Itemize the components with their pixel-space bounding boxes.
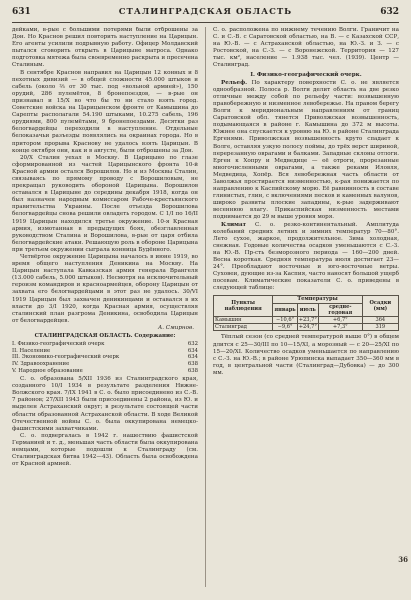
margin-mark: 36 (398, 555, 408, 564)
paragraph: С. о. подвергалась в 1942 г. нашествию фашистской Германией и т. д., меньшая часть области была оккупирована немцами, которые подошли к Сталинграду (см. Сталинградская битва 1942—43). Область была освобождена от Красной армией. (12, 432, 198, 468)
table-cell: 319 (362, 324, 398, 331)
table-row (214, 317, 399, 324)
toc-page: 634 (187, 354, 198, 361)
table-header-row (214, 296, 399, 303)
paragraph-text: С. о. резко-континентальный. Амплитуда колебаний средних летних и зимних температур 70—80°. Лето сухое, жаркое, продолжительное. Зима холодная, снежная. Годовые количества осадков уменьшаются с С.-З. на Ю.-В. Пр-сть безморозного периода — 160—200 дней. Весна короткая. Средняя температура июля достигает 23—24°. Преобладают восточные и юго-восточные ветры. Суховеи, дующие из-за Каспия, часто наносят большой ущерб посевам. Климатические показатели С. о. приведены в следующей таблице: (213, 221, 399, 292)
lead-term: Климат (221, 221, 247, 228)
toc-label: V. Народное образование (12, 367, 83, 374)
table-cell: Камышин (214, 317, 273, 324)
table-cell: +7,3° (318, 324, 362, 331)
toc-page: 632 (187, 341, 198, 348)
paragraph: 20/Х Сталин уехал в Москву. В Царицыно по глазе сформированной из частей Царицынского фронта 10-й Красной армии остался Ворошилов. Но и из Москвы Сталин, связываясь по прямому проводу с Ворошиловым, не прекращал руководить обороной Царицына. Ворошилов оставался в Царицыне до середины декабря 1918, когда он был назначен народным комиссаром Рабоче-крестьянского правительства Украины. После отъезда Ворошилова белогвардейцы снова решили овладеть городом. С 1/I по 16/II 1919 Царицын находился третье окружение. 10-я Красная армия, измотанная в предыдущих боях, обезглавленная руководством Сталина и Ворошилова, в-рые от царя отбила белогвардейские атаки. Решающую роль в обороне Царицына при третьем окружении сыграла конница Будённого. (12, 154, 198, 253)
toc-page: 638 (187, 367, 198, 374)
table-cell: +24,7° (298, 324, 317, 331)
paragraph: В сентябре Краснов направил на Царицын 12 конных и 8 пехотных дивизий — в общей сложности 45.000 штыков и сабель (около ⅔ от 30 тыс. под «вольной армией»), 150 орудий, 286 пулемётов, 8 бронепоездов, — в-рые он признавал и 15/Х во что бы то ни стало взять город. Советские войска на Царицынском фронте от Камышина до Сарепты располагали 54.190 штыками, 10.275 сабель, 196 орудиями, 800 пулемётами, 9 бронепоездами. Десятки раз белогвардейцы переходили в наступление. Отдельные белоказачьи разъезды появлялись на окраинах города. Но в притором прорыва Краснову не удалось взять Царицын. В конце октября они, как и в августе, были отброшены за Дон. (12, 69, 198, 154)
table-of-contents (12, 341, 198, 374)
right-column (213, 27, 399, 589)
table-cell: +23,7° (298, 317, 317, 324)
section-title: СТАЛИНГРАДСКАЯ ОБЛАСТЬ. Содержание: (34, 333, 176, 340)
column-divider (205, 27, 206, 587)
table-header: июль (297, 303, 318, 316)
table-header: Пункты наблюдения (214, 296, 273, 317)
table-cell: +6,7° (318, 317, 362, 324)
author-signature: А. Смирнов. (158, 324, 194, 331)
table-header: Температуры (273, 296, 362, 303)
toc-page: 634 (187, 347, 198, 354)
paragraph: Тёплый сезон (со средней температурой выше 0°) в общем длится с 25—30/III по 10—15/XI, а морозный — с 20—25/XI по 15—20/XI. Количество осадков уменьшается по направлению с С.-З. на Ю.-В.; в районе Урюпинска выпадает 350—360 мм в год, в центральной части (Сталинград—Дубовка) — до 300 мм. (213, 334, 399, 376)
toc-item (12, 354, 198, 361)
table-header: средне-годовая (318, 303, 362, 316)
table-row (214, 324, 399, 331)
toc-item (12, 361, 198, 368)
paragraph: С. о. образована 5/XII 1936 из Сталинградского края, созданного 10/I 1934 в результате разделения Нижне-Волжского края. 7/IX 1941 в С. о. было присоединено из С.-В. 7 районов; 27/XII 1943 были присоединены 2 района, из Ю. и выделен Астраханский округ; в результате состоящей части области образованной Астраханской области. В ходе Великой Отечественной войны С. о. была оккупирована немецко-фашистскими захватчиками. (12, 376, 198, 432)
climate-table (213, 295, 399, 331)
toc-label: IV. Здравоохранение (12, 360, 70, 367)
running-title: СТАЛИНГРАДСКАЯ ОБЛАСТЬ (118, 7, 293, 17)
paragraph: дейками, в-рые с большими потерями были отброшены за Дон. Но Краснов решил повторить наступление на Царицын. Его агенты усилили подрывную работу. Офицер Молдавский пытался сговорить открыть в Царицыне матроса. Однако подготовка мятежа была своевременно раскрыта и пресечена Сталиным. (12, 27, 198, 69)
section-heading: I. Физико-географический очерк. (250, 71, 362, 78)
lead-term: Рельеф. (221, 79, 248, 86)
page-number-left: 631 (12, 7, 31, 17)
table-cell: Сталинград (214, 324, 273, 331)
table-header: январь (273, 303, 297, 316)
page-number-right: 632 (380, 7, 399, 17)
toc-item (12, 368, 198, 375)
toc-item (12, 341, 198, 348)
paragraph: С. о. расположена по нижнему течению Волги. Граничит на С. и С.-В. с Саратовской областью, на В. — с Казахской ССР, на Ю.-В. — с Астраханской областью, на Ю.-З. и З. — с Ростовской, на С.-З. — с Воронежской. Территория — 127 тыс. км², население — 1.938 тыс. чел. (1939). Центр — Сталинград. (213, 27, 399, 69)
paragraph (213, 222, 399, 293)
paragraph (213, 80, 399, 222)
table-cell: −9,6° (273, 324, 297, 331)
paragraph: Четвёртое окружение Царицына началось в июне 1919, во время общего наступления Деникина на Москву. На Царицын наступала Кавказская армия генерала Врангеля (13.000 сабель, 5.000 штыков). Несмотря на исключительный героизм командиров и красноармейцев, оборону Царицын от захвата его белогвардейцами в этот раз не удалось. 30/VI 1919 Царицын был захвачен деникинцами и оставался в их власти до 3/I 1920, когда Красная армия, осуществляя сталинский план разгрома Деникина, освободила Царицын от белогвардейцев. (12, 254, 198, 324)
running-header (12, 6, 399, 23)
table-header: Осадки (мм) (362, 296, 398, 317)
toc-page: 638 (187, 360, 198, 367)
paragraph-text: По характеру поверхности С. о. не является однообразной. Полоса р. Волги делит область на две резко отличные между собой по рельефу части: возвышенную правобережную и низменное левобережье. На правом берегу Волги к меридиональным направлениям от границ Саратовской обл. тянется Приволжская возвышенность, подымающаяся в районе г. Камышина до 372 м высоты. Южнее она спускается к уровню на Ю. в районе Сталинграда Ергенями. Приволжская возвышенность круто спадает к Волге, оставляя узкую полосу поймы, до трёх верст шириной, перерезанную оврагами и балками. Западные склоны отлоги. Ерген к Хопру и Медведице — её отроги, прорезанные многочисленными оврагами, а также реками Иловля, Медведица, Хопёр. Вся левобережная часть области от Заволжья простирается низменностью, к-рая понижается по направлению к Каспийскому морю. Её равнинность в составе глинистых, глин, с включениями песков и каменных валунов, широко развиты плоские западины, к-рые задерживают весеннюю влагу. Прикаспийская низменность местами поднимается до 29 м выше уровня моря. (213, 79, 399, 221)
toc-label: III. Экономико-географический очерк (12, 354, 120, 361)
toc-label: I. Физико-географический очерк (12, 341, 105, 348)
table-cell: 364 (362, 317, 398, 324)
toc-label: II. Население (12, 347, 51, 354)
left-column (12, 27, 198, 589)
table-cell: −10,6° (273, 317, 297, 324)
